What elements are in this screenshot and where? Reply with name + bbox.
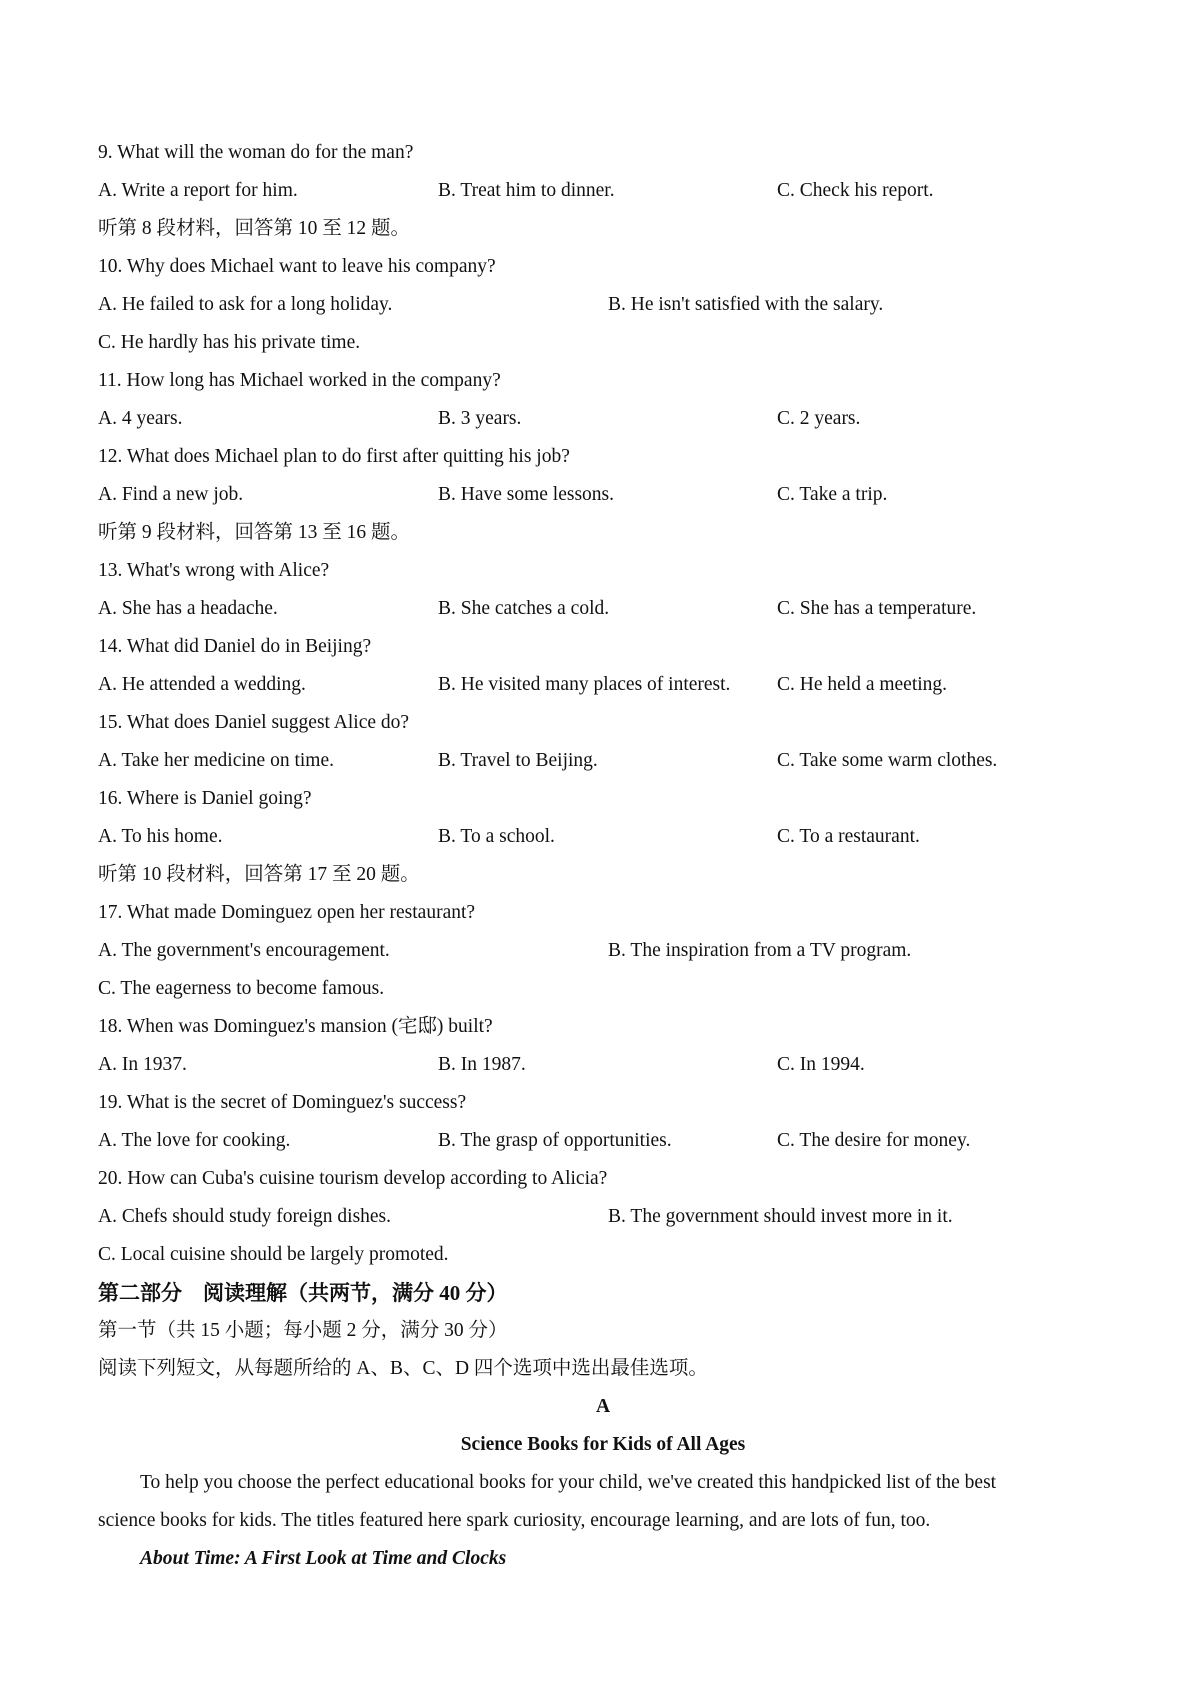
option-a: A. He attended a wedding.	[98, 674, 306, 695]
option-b: B. He isn't satisfied with the salary.	[608, 294, 884, 315]
question-10-options-row2	[98, 324, 1108, 362]
question-20-options-row1	[98, 1198, 1108, 1236]
option-a: A. Write a report for him.	[98, 180, 298, 201]
question-17-stem: 17. What made Dominguez open her restaurant?	[98, 902, 476, 923]
question-16-options	[98, 818, 1108, 856]
option-b: B. The grasp of opportunities.	[438, 1130, 672, 1151]
option-a: A. The love for cooking.	[98, 1130, 291, 1151]
book-title: About Time: A First Look at Time and Clocks	[140, 1548, 507, 1569]
option-c: C. He hardly has his private time.	[98, 332, 361, 353]
question-18-stem: 18. When was Dominguez's mansion (宅邸) built?	[98, 1016, 493, 1037]
passage-label: A	[595, 1396, 611, 1417]
question-17-options-row1	[98, 932, 1108, 970]
option-b: B. He visited many places of interest.	[438, 674, 731, 695]
option-c: C. She has a temperature.	[777, 598, 977, 619]
question-15-options	[98, 742, 1108, 780]
option-c: C. The desire for money.	[777, 1130, 971, 1151]
passage-paragraph-line-1: To help you choose the perfect educational books for your child, we've created this handpicked list of the best	[140, 1472, 997, 1493]
option-b: B. Treat him to dinner.	[438, 180, 615, 201]
question-12-stem: 12. What does Michael plan to do first after quitting his job?	[98, 446, 570, 467]
option-a: A. Find a new job.	[98, 484, 244, 505]
question-9-options	[98, 172, 1108, 210]
option-c: C. Take a trip.	[777, 484, 888, 505]
option-b: B. To a school.	[438, 826, 555, 847]
option-c: C. The eagerness to become famous.	[98, 978, 385, 999]
option-c: C. To a restaurant.	[777, 826, 920, 847]
option-b: B. The inspiration from a TV program.	[608, 940, 912, 961]
question-10-options-row1	[98, 286, 1108, 324]
question-14-options	[98, 666, 1108, 704]
question-12-options	[98, 476, 1108, 514]
passage-paragraph-line-2: science books for kids. The titles featured here spark curiosity, encourage learning, and are lots of fun, too.	[98, 1510, 931, 1531]
option-b: B. Travel to Beijing.	[438, 750, 598, 771]
question-17-options-row2	[98, 970, 1108, 1008]
option-a: A. In 1937.	[98, 1054, 187, 1075]
option-a: A. Take her medicine on time.	[98, 750, 334, 771]
option-c: C. Check his report.	[777, 180, 934, 201]
option-a: A. He failed to ask for a long holiday.	[98, 294, 393, 315]
question-9-stem: 9. What will the woman do for the man?	[98, 142, 414, 163]
listening-directions-8: 听第 8 段材料，回答第 10 至 12 题。	[98, 218, 411, 239]
option-c: C. Local cuisine should be largely promoted.	[98, 1244, 449, 1265]
listening-directions-10: 听第 10 段材料，回答第 17 至 20 题。	[98, 864, 420, 885]
option-b: B. Have some lessons.	[438, 484, 615, 505]
question-16-stem: 16. Where is Daniel going?	[98, 788, 312, 809]
option-a: A. She has a headache.	[98, 598, 278, 619]
question-20-options-row2	[98, 1236, 1108, 1274]
question-11-stem: 11. How long has Michael worked in the company?	[98, 370, 501, 391]
option-b: B. The government should invest more in it.	[608, 1206, 953, 1227]
question-20-stem: 20. How can Cuba's cuisine tourism develop according to Alicia?	[98, 1168, 608, 1189]
option-a: A. Chefs should study foreign dishes.	[98, 1206, 392, 1227]
option-c: C. Take some warm clothes.	[777, 750, 998, 771]
question-13-options	[98, 590, 1108, 628]
option-b: B. In 1987.	[438, 1054, 526, 1075]
part-2-title: 第二部分 阅读理解（共两节，满分 40 分）	[98, 1281, 508, 1305]
question-10-stem: 10. Why does Michael want to leave his company?	[98, 256, 496, 277]
option-b: B. She catches a cold.	[438, 598, 610, 619]
question-18-options	[98, 1046, 1108, 1084]
exam-page	[98, 134, 1108, 1578]
option-a: A. The government's encouragement.	[98, 940, 390, 961]
question-19-options	[98, 1122, 1108, 1160]
listening-directions-9: 听第 9 段材料，回答第 13 至 16 题。	[98, 522, 411, 543]
question-11-options	[98, 400, 1108, 438]
question-19-stem: 19. What is the secret of Dominguez's success?	[98, 1092, 467, 1113]
option-c: C. 2 years.	[777, 408, 861, 429]
section-1-heading: 第一节（共 15 小题；每小题 2 分，满分 30 分）	[98, 1320, 508, 1341]
option-b: B. 3 years.	[438, 408, 522, 429]
question-14-stem: 14. What did Daniel do in Beijing?	[98, 636, 372, 657]
option-c: C. He held a meeting.	[777, 674, 948, 695]
question-13-stem: 13. What's wrong with Alice?	[98, 560, 330, 581]
option-a: A. To his home.	[98, 826, 223, 847]
passage-title: Science Books for Kids of All Ages	[460, 1434, 746, 1455]
option-c: C. In 1994.	[777, 1054, 865, 1075]
question-15-stem: 15. What does Daniel suggest Alice do?	[98, 712, 410, 733]
reading-instruction: 阅读下列短文，从每题所给的 A、B、C、D 四个选项中选出最佳选项。	[98, 1358, 708, 1379]
option-a: A. 4 years.	[98, 408, 183, 429]
